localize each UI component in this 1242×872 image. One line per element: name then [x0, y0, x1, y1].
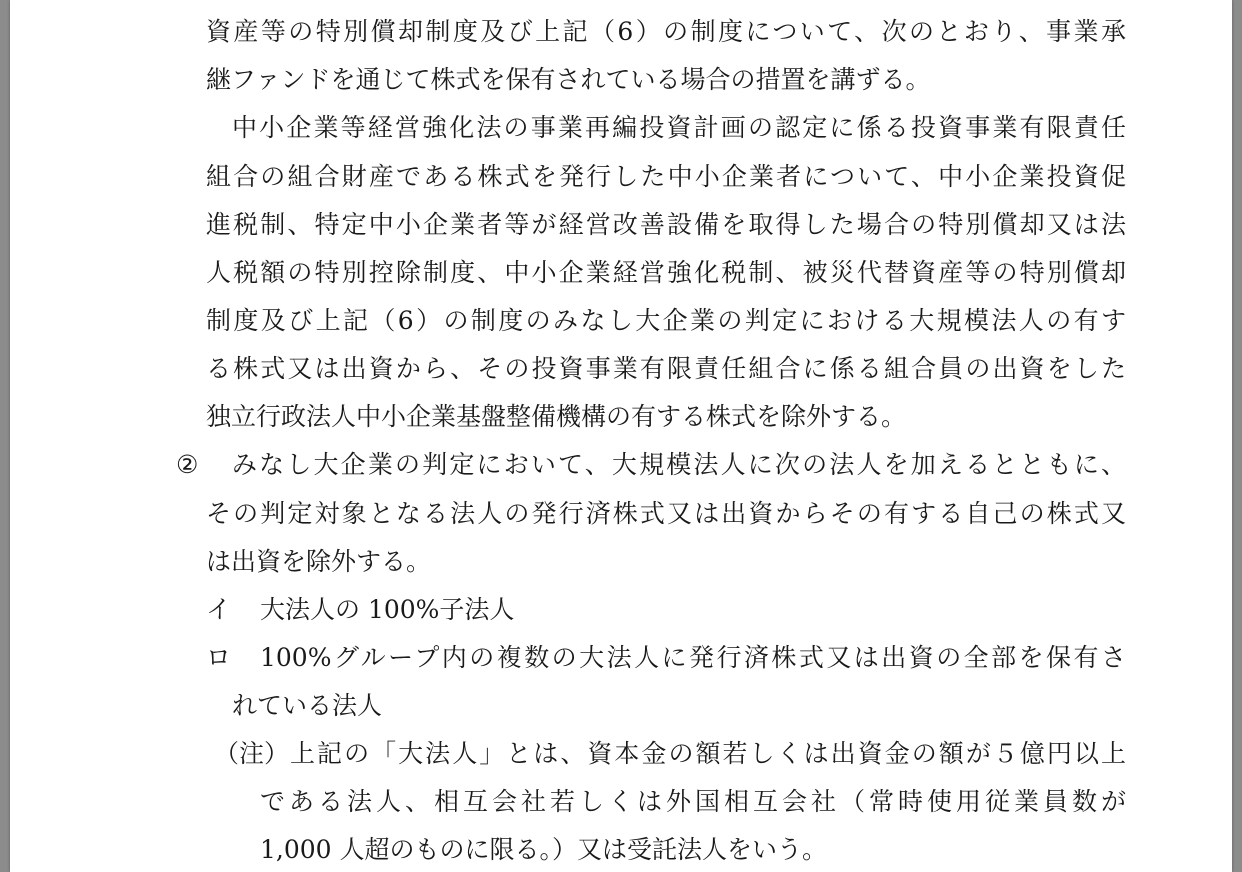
paragraph-1-line-1: 資産等の特別償却制度及び上記（6）の制度について、次のとおり、事業承 [206, 17, 1126, 46]
paragraph-2-line-6: る株式又は出資から、その投資事業有限責任組合に係る組合員の出資をした [206, 354, 1126, 383]
item-2-line-2: その判定対象となる法人の発行済株式又は出資からその有する自己の株式又 [206, 499, 1126, 528]
document-page [10, 0, 1232, 872]
note-line-2: である法人、相互会社若しくは外国相互会社（常時使用従業員数が [260, 787, 1126, 816]
note-line-1: 上記の「大法人」とは、資本金の額若しくは出資金の額が５億円以上 [290, 739, 1126, 768]
subitem-ro-line-1: 100%グループ内の複数の大法人に発行済株式又は出資の全部を保有さ [260, 643, 1126, 672]
subitem-i-marker: イ [206, 595, 232, 624]
item-2-line-3: は出資を除外する。 [206, 547, 432, 576]
note-line-3: 1,000 人超のものに限る。）又は受託法人をいう。 [260, 835, 828, 864]
subitem-ro-line-2: れている法人 [232, 691, 383, 720]
paragraph-2-line-1: 中小企業等経営強化法の事業再編投資計画の認定に係る投資事業有限責任 [232, 113, 1126, 142]
paragraph-2-line-5: 制度及び上記（6）の制度のみなし大企業の判定における大規模法人の有す [206, 306, 1126, 335]
paragraph-2-line-4: 人税額の特別控除制度、中小企業経営強化税制、被災代替資産等の特別償却 [206, 258, 1126, 287]
subitem-i-text: 大法人の 100%子法人 [260, 595, 515, 624]
item-2-marker: ② [176, 450, 199, 479]
paragraph-2-line-3: 進税制、特定中小企業者等が経営改善設備を取得した場合の特別償却又は法 [206, 210, 1126, 239]
paragraph-2-line-7: 独立行政法人中小企業基盤整備機構の有する株式を除外する。 [206, 402, 907, 431]
subitem-ro-marker: ロ [206, 643, 232, 672]
item-2-line-1: みなし大企業の判定において、大規模法人に次の法人を加えるとともに、 [232, 450, 1126, 479]
paragraph-2-line-2: 組合の組合財産である株式を発行した中小企業者について、中小企業投資促 [206, 162, 1126, 191]
paragraph-1-line-2: 継ファンドを通じて株式を保有されている場合の措置を講ずる。 [206, 65, 931, 94]
note-marker: （注） [214, 739, 290, 768]
